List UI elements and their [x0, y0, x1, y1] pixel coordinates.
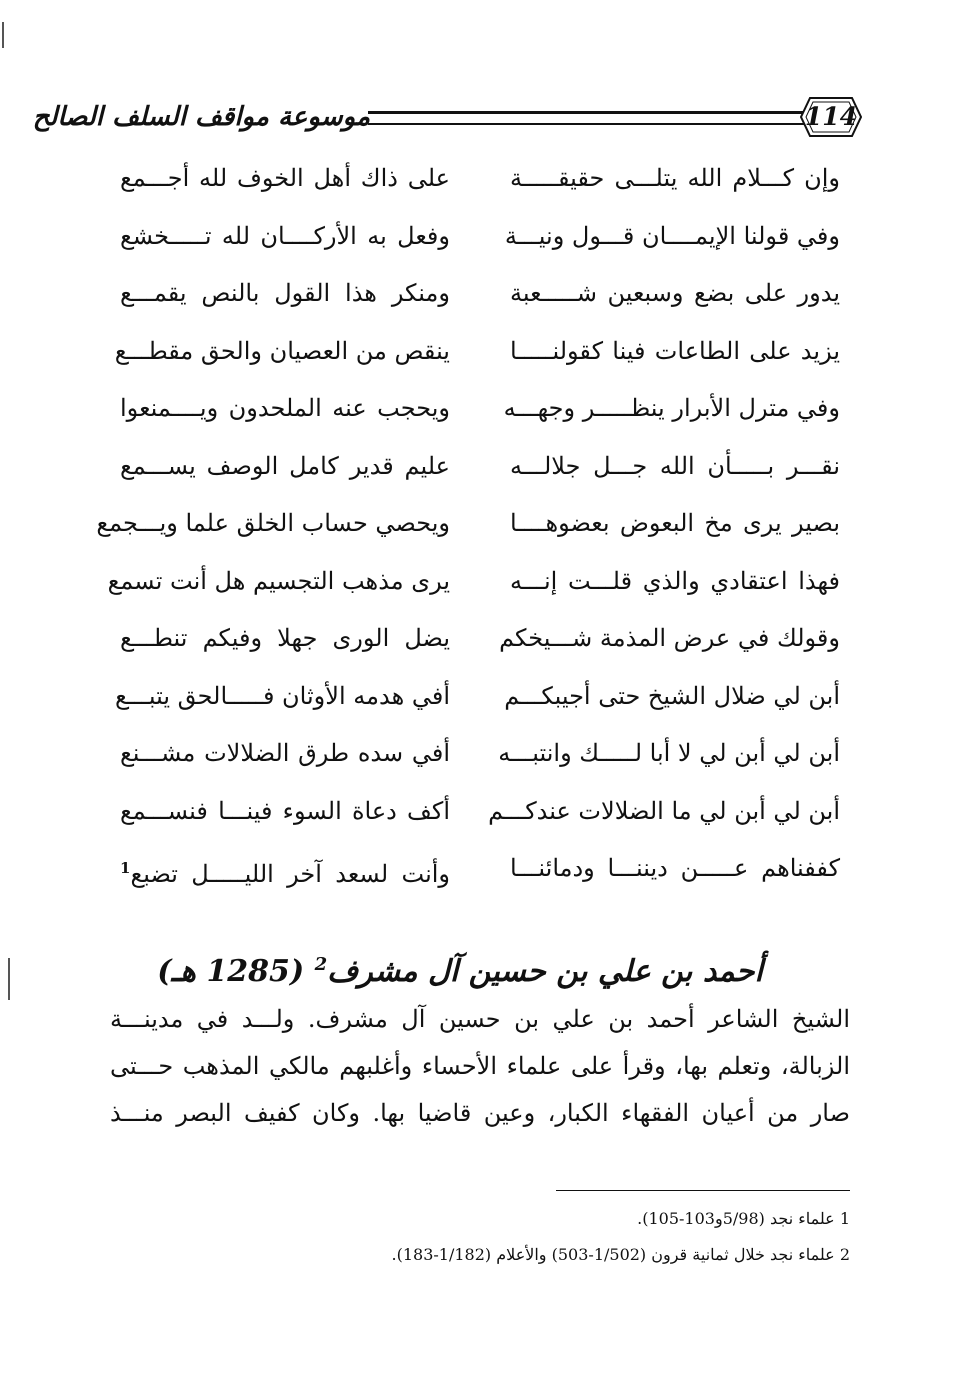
- verse-second-hemistich: عليم قدير كامل الوصف يســـمع: [120, 451, 450, 480]
- section-heading-name: أحمد بن علي بن حسين آل مشرف: [327, 954, 763, 989]
- verse: [107, 553, 840, 611]
- page-number-badge: [800, 96, 862, 138]
- section-heading-year: (1285 هـ): [157, 954, 305, 989]
- verse-second-hemistich: أكف دعاة السوء فينـــا فنســـمع: [120, 796, 450, 825]
- verse-first-hemistich: بصير يرى مخ البعوض بعضوهــــا: [510, 509, 840, 537]
- verse-first-hemistich: نقـــر بـــــأن الله جـــل جلالـــه: [510, 451, 840, 480]
- poem: [96, 150, 840, 898]
- footnote-marker[interactable]: 2: [314, 954, 328, 975]
- verse-first-hemistich: وفي مترل الأبرار ينظـــــر وجهـــه: [503, 394, 840, 422]
- body-line: الشيخ الشاعر أحمد بن علي بن حسين آل مشرف. ولـــد في مدينـــة: [110, 1005, 850, 1033]
- header-rule: [368, 111, 808, 125]
- page-header: [32, 96, 862, 140]
- verse: [110, 610, 840, 668]
- verse-first-hemistich: فهذا اعتقادي والذي قلـــت إنـــه: [510, 566, 840, 595]
- scan-mark-top-left: [2, 22, 4, 48]
- verse: [110, 840, 840, 898]
- verse: [110, 208, 840, 266]
- footnote: 1 علماء نجد (5/98و103-105).: [637, 1209, 850, 1228]
- verse-second-hemistich: ومنكر هذا القول بالنص يقمـــع: [120, 279, 450, 307]
- verse-first-hemistich: أبن لي أبن لي لا أبا لـــــك وانتبـــه: [498, 739, 840, 767]
- verse: [96, 495, 840, 553]
- body-line: صار من أعيان الفقهاء الكبار، وعين قاضيا بها. وكان كفيف البصر منـــذ: [110, 1099, 850, 1127]
- verse-second-hemistich: على ذاك أهل الخوف لله أجـــمع: [120, 164, 450, 192]
- verse-first-hemistich: يدور على بضع وسبعين شـــــعبة: [510, 279, 840, 307]
- verse-second-hemistich: [120, 840, 450, 898]
- body-paragraph: [110, 996, 850, 1137]
- verse-second-hemistich: ويحصي حساب الخلق علما ويـــجمع: [96, 509, 450, 537]
- scan-mark-left: [8, 958, 10, 1000]
- verse-first-hemistich: أبن لي ضلال الشيخ حتى أجيبكـــم: [504, 681, 840, 710]
- verse: [110, 323, 840, 381]
- verse-first-hemistich: وفي قولنا الإيمــــان قـــول ونيـــة: [504, 221, 840, 250]
- verse-first-hemistich: وقولك في عرض المذمة شـــيخكم: [499, 624, 840, 652]
- verse: [110, 150, 840, 208]
- verse: [110, 265, 840, 323]
- verse-second-hemistich: يضل الورى جهلا وفيكم تنطـــع: [120, 624, 450, 652]
- series-title: موسوعة مواقف السلف الصالح: [32, 102, 370, 132]
- verse: [110, 668, 840, 726]
- verse-second-hemistich: ويحجب عنه الملحدون ويــــمنعوا: [120, 394, 450, 422]
- section-heading: [150, 940, 770, 990]
- footnote: 2 علماء نجد خلال ثمانية قرون (1/502-503) والأعلام (1/182-183).: [391, 1245, 850, 1264]
- page-number: 114: [804, 102, 858, 131]
- footnote-separator: [556, 1190, 850, 1191]
- verse-first-hemistich: أبن لي أبن لي ما الضلالات عندكـــم: [488, 796, 840, 825]
- verse: [110, 725, 840, 783]
- verse-second-hemistich: ينقص من العصيان والحق مقطـــع: [114, 336, 450, 365]
- verse-first-hemistich: يزيد على الطاعات فينا كقولنـــــا: [510, 336, 840, 365]
- verse: [110, 783, 840, 841]
- verse-second-hemistich: يرى مذهب التجسيم هل أنت تسمع: [107, 566, 450, 595]
- verse-first-hemistich: كففناهم عـــــن ديننـــا ودمائنـــا: [510, 854, 840, 882]
- verse-second-hemistich: وفعل به الأركــــان لله تـــــخشع: [120, 221, 450, 250]
- verse-first-hemistich: وإن كـــلام الله يتلـــى حقيقـــــة: [510, 164, 840, 192]
- verse: [110, 438, 840, 496]
- body-line: الزبالة، وتعلم بها، وقرأ على علماء الأحساء وأغلبهم مالكي المذهب حـــتى: [110, 1052, 850, 1080]
- hemistich-text: وأنت لسعد آخر الليـــــل تضبع: [130, 860, 450, 888]
- verse-second-hemistich: أفي هدمه الأوثان فـــــالحق يتبـــع: [115, 681, 450, 710]
- verse: [110, 380, 840, 438]
- footnote-marker[interactable]: 1: [120, 859, 131, 877]
- verse-second-hemistich: أفي سده طرق الضلالات مشـــنع: [120, 739, 450, 767]
